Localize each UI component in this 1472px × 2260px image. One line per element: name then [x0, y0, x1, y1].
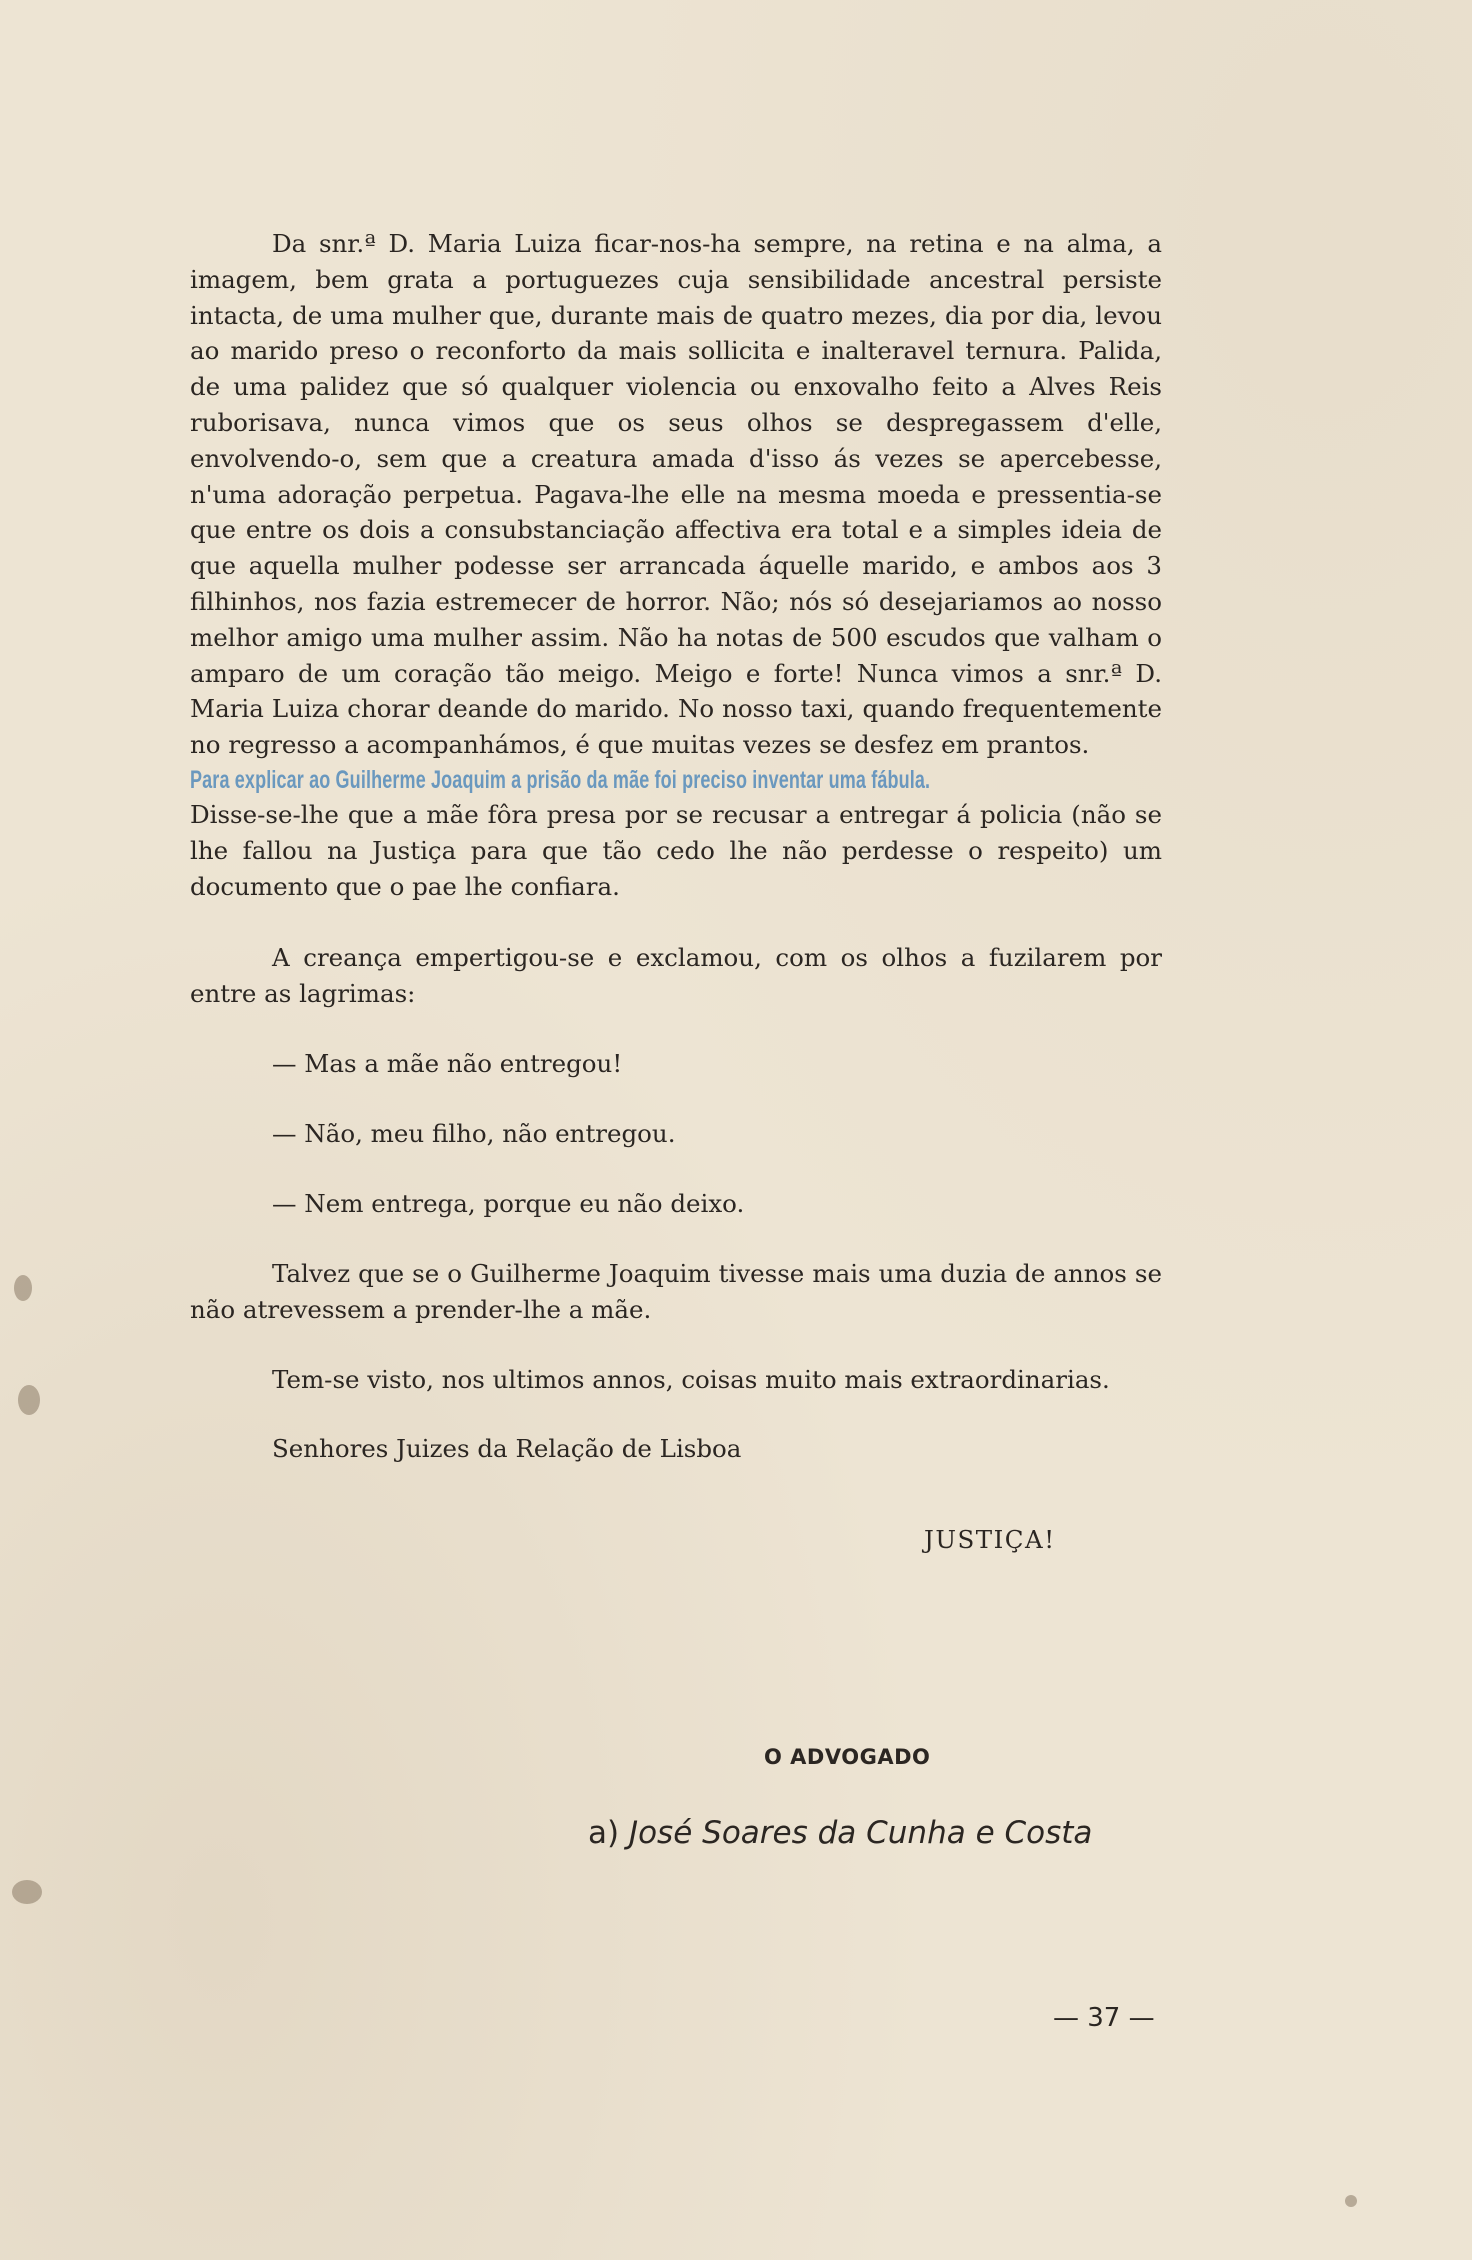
paragraph-disse-se: Disse-se-lhe que a mãe fôra presa por se recusar a entregar á policia (não se lhe fallou na Justiça para que tão cedo lhe não perdesse o respeito) um documento que o pae lhe confiara.: [190, 799, 1162, 901]
body-text: [190, 226, 1162, 1467]
paragraph-creanca: A creança empertigou-se e exclamou, com os olhos a fuzilarem por entre as lagrimas:: [190, 943, 1162, 1009]
dialogue-line: — Nem entrega, porque eu não deixo.: [272, 1188, 745, 1218]
paper-stain: [12, 1880, 42, 1904]
paper-stain: [18, 1385, 40, 1415]
dialogue-line: — Não, meu filho, não entregou.: [272, 1118, 676, 1148]
dialogue-line: — Mas a mãe não entregou!: [272, 1048, 623, 1078]
signatory-title: O ADVOGADO: [764, 1745, 931, 1769]
signature: [588, 1815, 1092, 1851]
stamped-annotation: Para explicar ao Guilherme Joaquim a prisão da mãe foi preciso inventar uma fábula.: [190, 765, 931, 794]
closing-justica: JUSTIÇA!: [924, 1525, 1056, 1554]
paragraph-talvez: Talvez que se o Guilherme Joaquim tivesse mais uma duzia de annos se não atrevessem a prender-lhe a mãe.: [190, 1258, 1162, 1324]
signature-name: José Soares da Cunha e Costa: [628, 1815, 1093, 1851]
address-line: Senhores Juizes da Relação de Lisboa: [272, 1434, 742, 1464]
paper-stain: [1345, 2195, 1357, 2207]
paper-stain: [14, 1275, 32, 1301]
paragraph-tem-se-visto: Tem-se visto, nos ultimos annos, coisas muito mais extraordinarias.: [272, 1364, 1110, 1394]
paragraph-maria-luiza: Da snr.ª D. Maria Luiza ficar-nos-ha sempre, na retina e na alma, a imagem, bem grata a portuguezes cuja sensibilidade ancestral persiste intacta, de uma mulher que, durante mais de quatro mezes, dia por dia, levou ao marido preso o reconforto da mais sollicita e inalteravel ternura. Palida, de uma palidez que só qualquer violencia ou enxovalho feito a Alves Reis ruborisava, nunca vimos que os seus olhos se despregassem d'elle, envolvendo-o, sem que a creatura amada d'isso ás vezes se apercebesse, n'uma adoração perpetua. Pagava-lhe elle na mesma moeda e pressentia-se que entre os dois a consubstanciação affectiva era total e a simples ideia de que aquella mulher podesse ser arrancada áquelle marido, e ambos aos 3 filhinhos, nos fazia estremecer de horror. Não; nós só desejariamos ao nosso melhor amigo uma mulher assim. Não ha notas de 500 escudos que valham o amparo de um coração tão meigo. Meigo e forte! Nunca vimos a snr.ª D. Maria Luiza chorar deande do marido. No nosso taxi, quando frequentemente no regresso a acompanhámos, é que muitas vezes se desfez em prantos.: [190, 229, 1162, 760]
signature-prefix: a): [588, 1815, 620, 1851]
page-number: — 37 —: [1053, 2003, 1155, 2033]
